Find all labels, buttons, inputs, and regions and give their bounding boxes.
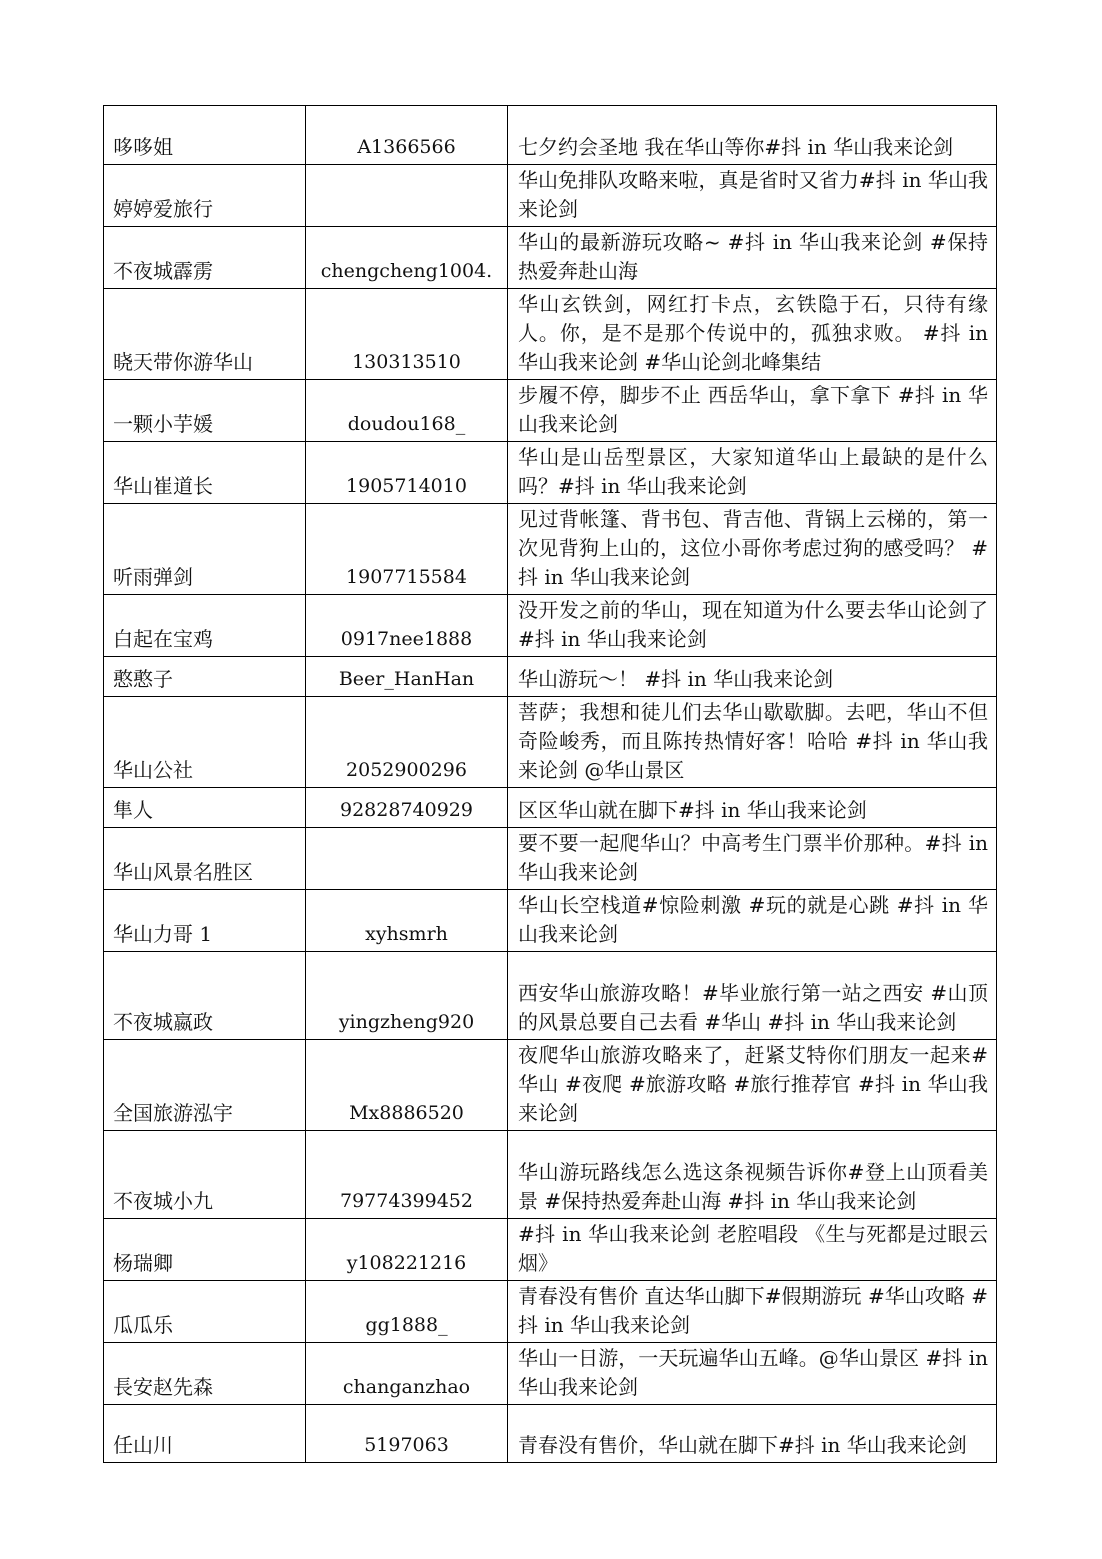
table-body [104,106,997,1463]
account-id-cell: doudou168_ [306,380,508,442]
table-row [104,504,997,595]
video-title-cell: 华山玄铁剑，网红打卡点，玄铁隐于石，只待有缘人。你，是不是那个传说中的，孤独求败。 #抖 in 华山我来论剑 #华山论剑北峰集结 [508,289,997,380]
table-row [104,1405,997,1463]
video-list-table [103,105,997,1463]
author-name-cell: 华山风景名胜区 [104,828,306,890]
account-id-cell: xyhsmrh [306,890,508,952]
author-name-cell: 憨憨子 [104,657,306,697]
video-title-cell: 华山的最新游玩攻略~ #抖 in 华山我来论剑 #保持热爱奔赴山海 [508,227,997,289]
author-name-cell: 一颗小芋媛 [104,380,306,442]
table-row [104,106,997,165]
video-title-cell: 七夕约会圣地 我在华山等你#抖 in 华山我来论剑 [508,106,997,165]
account-id-cell: 1907715584 [306,504,508,595]
video-title-cell: 青春没有售价 直达华山脚下#假期游玩 #华山攻略 #抖 in 华山我来论剑 [508,1281,997,1343]
table-row [104,890,997,952]
table-row [104,657,997,697]
author-name-cell: 全国旅游泓宇 [104,1040,306,1131]
table-row [104,289,997,380]
author-name-cell: 晓天带你游华山 [104,289,306,380]
account-id-cell [306,828,508,890]
account-id-cell: Beer_HanHan [306,657,508,697]
video-title-cell: 步履不停，脚步不止 西岳华山，拿下拿下 #抖 in 华山我来论剑 [508,380,997,442]
video-title-cell: 华山游玩路线怎么选这条视频告诉你#登上山顶看美景 #保持热爱奔赴山海 #抖 in 华山我来论剑 [508,1131,997,1219]
author-name-cell: 不夜城霹雳 [104,227,306,289]
account-id-cell: 0917nee1888 [306,595,508,657]
video-title-cell: 菩萨；我想和徒儿们去华山歇歇脚。去吧，华山不但奇险峻秀，而且陈抟热情好客！哈哈 #抖 in 华山我来论剑 @华山景区 [508,697,997,788]
table-row [104,595,997,657]
account-id-cell: 79774399452 [306,1131,508,1219]
author-name-cell: 杨瑞卿 [104,1219,306,1281]
table-row [104,227,997,289]
video-title-cell: 区区华山就在脚下#抖 in 华山我来论剑 [508,788,997,828]
author-name-cell: 白起在宝鸡 [104,595,306,657]
author-name-cell: 华山崔道长 [104,442,306,504]
account-id-cell [306,165,508,227]
account-id-cell: 130313510 [306,289,508,380]
table-row [104,952,997,1040]
video-title-cell: 夜爬华山旅游攻略来了，赶紧艾特你们朋友一起来#华山 #夜爬 #旅游攻略 #旅行推荐官 #抖 in 华山我来论剑 [508,1040,997,1131]
account-id-cell: A1366566 [306,106,508,165]
account-id-cell: 5197063 [306,1405,508,1463]
account-id-cell: 2052900296 [306,697,508,788]
table-row [104,697,997,788]
author-name-cell: 不夜城嬴政 [104,952,306,1040]
video-title-cell: 华山是山岳型景区，大家知道华山上最缺的是什么吗？#抖 in 华山我来论剑 [508,442,997,504]
account-id-cell: 92828740929 [306,788,508,828]
video-title-cell: 华山一日游，一天玩遍华山五峰。@华山景区 #抖 in 华山我来论剑 [508,1343,997,1405]
author-name-cell: 华山公社 [104,697,306,788]
video-title-cell: 华山游玩～！ #抖 in 华山我来论剑 [508,657,997,697]
author-name-cell: 不夜城小九 [104,1131,306,1219]
table-row [104,828,997,890]
table-row [104,1040,997,1131]
table-row [104,442,997,504]
video-title-cell: 要不要一起爬华山？中高考生门票半价那种。#抖 in 华山我来论剑 [508,828,997,890]
author-name-cell: 听雨弹剑 [104,504,306,595]
account-id-cell: yingzheng920 [306,952,508,1040]
account-id-cell: y108221216 [306,1219,508,1281]
author-name-cell: 任山川 [104,1405,306,1463]
table-row [104,1343,997,1405]
author-name-cell: 隼人 [104,788,306,828]
author-name-cell: 婷婷爱旅行 [104,165,306,227]
table-row [104,380,997,442]
video-title-cell: 华山长空栈道#惊险刺激 #玩的就是心跳 #抖 in 华山我来论剑 [508,890,997,952]
video-title-cell: 华山免排队攻略来啦，真是省时又省力#抖 in 华山我来论剑 [508,165,997,227]
author-name-cell: 長安赵先森 [104,1343,306,1405]
video-title-cell: 没开发之前的华山，现在知道为什么要去华山论剑了#抖 in 华山我来论剑 [508,595,997,657]
video-title-cell: #抖 in 华山我来论剑 老腔唱段 《生与死都是过眼云烟》 [508,1219,997,1281]
account-id-cell: changanzhao [306,1343,508,1405]
account-id-cell: chengcheng1004. [306,227,508,289]
author-name-cell: 哆哆姐 [104,106,306,165]
table-row [104,788,997,828]
author-name-cell: 瓜瓜乐 [104,1281,306,1343]
table-row [104,1131,997,1219]
video-title-cell: 见过背帐篷、背书包、背吉他、背锅上云梯的，第一次见背狗上山的，这位小哥你考虑过狗的感受吗？ #抖 in 华山我来论剑 [508,504,997,595]
table-row [104,1219,997,1281]
table-row [104,165,997,227]
account-id-cell: 1905714010 [306,442,508,504]
author-name-cell: 华山力哥 1 [104,890,306,952]
video-title-cell: 青春没有售价，华山就在脚下#抖 in 华山我来论剑 [508,1405,997,1463]
video-title-cell: 西安华山旅游攻略！#毕业旅行第一站之西安 #山顶的风景总要自己去看 #华山 #抖 in 华山我来论剑 [508,952,997,1040]
account-id-cell: gg1888_ [306,1281,508,1343]
table-row [104,1281,997,1343]
account-id-cell: Mx8886520 [306,1040,508,1131]
